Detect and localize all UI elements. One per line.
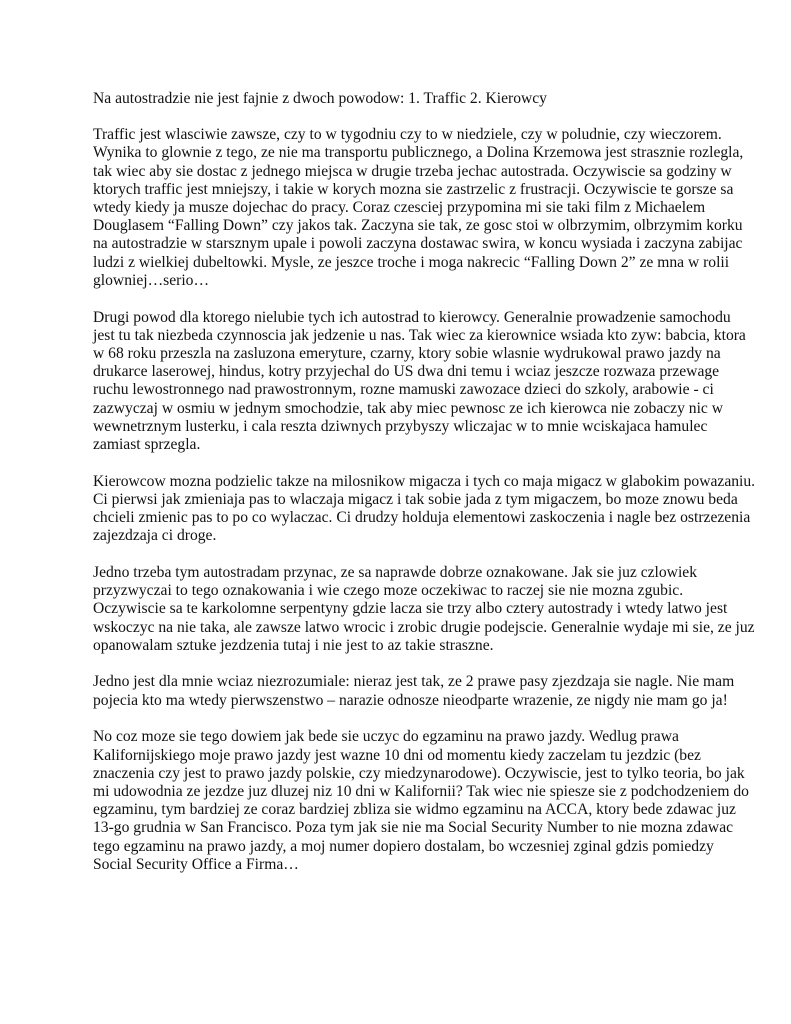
document-title: Na autostradzie nie jest fajnie z dwoch powodow: 1. Traffic 2. Kierowcy (93, 90, 547, 107)
text-line: wtedy kiedy ja musze dojechac do pracy. Coraz czesciej przypomina mi sie taki film z Michaelem (93, 199, 706, 217)
paragraph-license-exam (93, 728, 749, 874)
paragraph-merging-lanes (93, 673, 733, 709)
text-line: Kierowcow mozna podzielic takze na milosnikow migacza i tych co maja migacz w glabokim powazaniu. (93, 472, 756, 490)
text-line: drukarce laserowej, hindus, kotry przyjechal do US dwa dni temu i wciaz jeszcze rozwaza przewage (93, 363, 720, 381)
text-line: ruchu lewostronnego nad prawostronnym, rozne mamuski zawozace dzieci do szkoly, arabowie - ci (93, 381, 714, 399)
text-line: wskoczyc na nie taka, ale zawsze latwo wrocic i zrobic drugie podejscie. Generalnie wydaje mi sie, ze juz (93, 618, 755, 636)
text-line: ktorych traffic jest mniejszy, i takie w korych mozna sie zastrzelic z frustracji. Oczywiscie te gorsze sa (93, 180, 734, 198)
text-line: na autostradzie w starsznym upale i powoli zaczyna dostawac swira, w koncu wysiada i zaczyna zabijac (93, 235, 743, 253)
text-line: Jedno jest dla mnie wciaz niezrozumiale: nieraz jest tak, ze 2 prawe pasy zjezdzaja sie nagle. Nie mam (93, 673, 735, 691)
text-line: Douglasem “Falling Down” czy jakos tak. Zaczyna sie tak, ze gosc stoi w olbrzymim, olbrzymim korku (93, 217, 743, 235)
text-line: wewnetrznym lusterku, i cala reszta dziwnych przybyszy wliczajac w to mnie wciskajaca hamulec (93, 417, 708, 435)
text-line: zazwyczaj w osmiu w jednym smochodzie, tak aby miec pewnosc ze ich kierowca nie zobaczy nic w (93, 399, 724, 417)
text-line: Social Security Office a Firma… (93, 855, 299, 873)
text-line: opanowalam sztuke jezdzenia tutaj i nie jest to az takie straszne. (93, 636, 494, 654)
text-line: zajezdzaja ci droge. (93, 527, 217, 545)
text-line: Ci pierwsi jak zmieniaja pas to wlaczaja migacz i tak sobie jada z tym migaczem, bo moze znowu beda (93, 490, 738, 508)
text-line: No coz moze sie tego dowiem jak bede sie uczyc do egzaminu na prawo jazdy. Wedlug prawa (93, 728, 679, 746)
text-line: przyzwyczai to tego oznakowania i wie czego moze oczekiwac to raczej sie nie mozna zgubic. (93, 582, 684, 600)
paragraph-traffic (93, 126, 744, 290)
paragraph-blinkers (93, 472, 756, 546)
paragraph-drivers (93, 308, 746, 455)
text-line: egzaminu, tym bardziej ze coraz bardziej zbliza sie widmo egzaminu na ACCA, ktory bede zdawac juz (93, 801, 736, 819)
text-line: Jedno trzeba tym autostradam przynac, ze sa naprawde dobrze oznakowane. Jak sie juz czlowiek (93, 563, 697, 581)
text-line: pojecia kto ma wtedy pierwszenstwo – narazie odnosze nieodparte wrazenie, ze nigdy nie mam go ja! (93, 691, 728, 709)
text-line: mi udowodnia ze jezdze juz dluzej niz 10 dni w Kalifornii? Tak wiec nie spiesze sie z podchodzeniem do (93, 783, 749, 800)
text-line: 13-go grudnia w San Francisco. Poza tym jak sie nie ma Social Security Number to nie mozna zdawac (93, 819, 734, 837)
text-line: Drugi powod dla ktorego nielubie tych ich autostrad to kierowcy. Generalnie prowadzenie samochodu (93, 308, 731, 326)
text-line: jest tu tak niezbeda czynnoscia jak jedzenie u nas. Tak wiec za kierownice wsiada kto zyw: babcia, ktora (93, 326, 746, 344)
document-body (93, 90, 756, 893)
text-line: zamiast sprzegla. (93, 435, 201, 453)
text-line: ludzi z wielkiej dubeltowki. Mysle, ze jeszce troche i moga nakrecic “Falling Down 2” ze mna w rolii (93, 253, 730, 271)
text-line: w 68 roku przeszla na zasluzona emeryture, czarny, ktory sobie wlasnie wydrukowal prawo jazdy na (93, 344, 721, 362)
text-line: Wynika to glownie z tego, ze nie ma transportu publicznego, a Dolina Krzemowa jest strasznie rozlegla, (93, 144, 744, 162)
text-line: Oczywiscie sa te karkolomne serpentyny gdzie lacza sie trzy albo cztery autostrady i wtedy latwo jest (93, 600, 728, 618)
text-line: chcieli zmienic pas to po co wylaczac. Ci drudzy holduja elementowi zaskoczenia i nagle bez ostrzezenia (93, 509, 751, 527)
text-line: znaczenia czy jest to prawo jazdy polskie, czy miedzynarodowe). Oczywiscie, jest to tylko teoria, bo jak (93, 764, 745, 782)
paragraph-signs (93, 563, 755, 655)
text-line: tak wiec aby sie dostac z jednego miejsca w drugie trzeba jechac autostrada. Oczywiscie sa godziny w (93, 162, 732, 180)
text-line: glowniej…serio… (93, 271, 210, 289)
text-line: Traffic jest wlasciwie zawsze, czy to w tygodniu czy to w niedziele, czy w poludnie, czy wieczorem. (93, 126, 722, 144)
text-line: tego egzaminu na prawo jazdy, a moj numer dopiero dostalam, bo wczesniej zginal gdzis pomiedzy (93, 837, 714, 855)
text-line: Kalifornijskiego moje prawo jazdy jest wazne 10 dni od momentu kiedy zaczelam tu jezdzic (bez (93, 746, 701, 764)
